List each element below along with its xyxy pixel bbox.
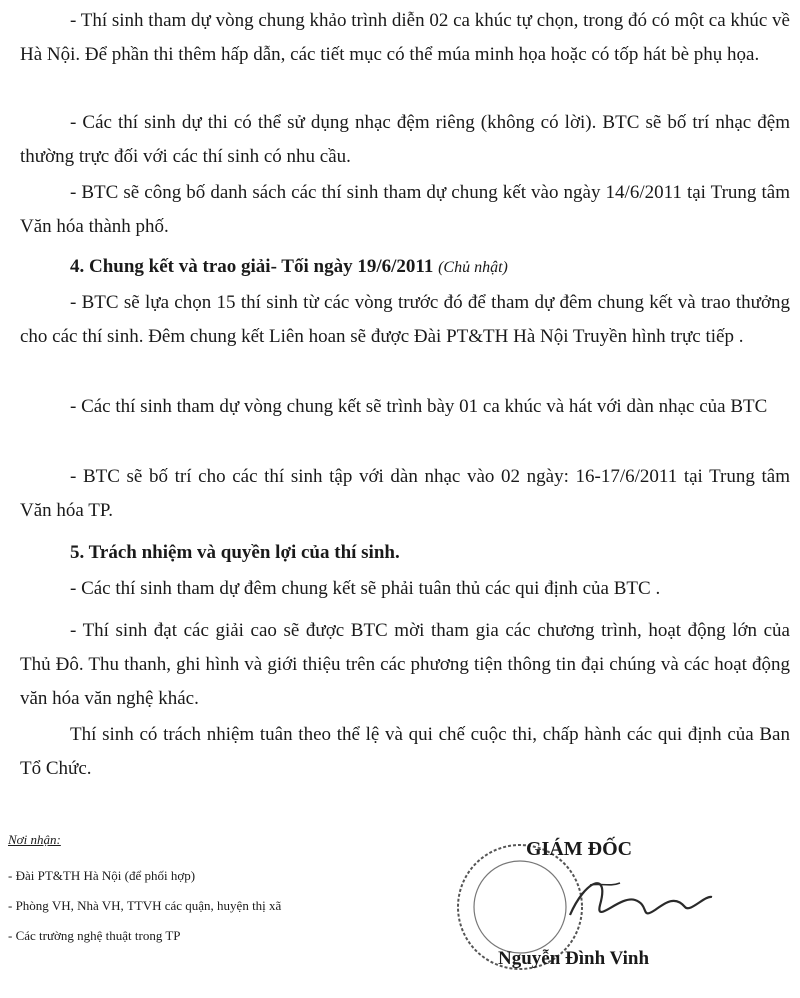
signer-name: Nguyễn Đình Vinh — [498, 948, 650, 969]
recipient-item: - Các trường nghệ thuật trong TP — [8, 928, 181, 943]
recipient-item: - Phòng VH, Nhà VH, TTVH các quận, huyện thị xã — [8, 898, 282, 913]
section-heading-5: 5. Trách nhiệm và quyền lợi của thí sinh. — [70, 542, 400, 563]
signer-title: GIÁM ĐỐC — [526, 838, 633, 860]
signature-stroke — [570, 883, 712, 915]
paragraph-finalist-list: - BTC sẽ công bố danh sách các thí sinh tham dự chung kết vào ngày 14/6/2011 tại Trung tâm Văn hóa thành phố. — [20, 182, 790, 237]
recipients-title: Nơi nhận: — [8, 832, 61, 847]
section-heading-4 — [20, 250, 790, 285]
paragraph-compliance: - Các thí sinh tham dự đêm chung kết sẽ phải tuân thủ các qui định của BTC . — [70, 578, 661, 599]
paragraph-prize-benefits: - Thí sinh đạt các giải cao sẽ được BTC mời tham gia các chương trình, hoạt động lớn của Thủ Đô. Thu thanh, ghi hình và giới thiệu trên các phương tiện thông tin đại chúng và các hoạt động văn hóa văn nghệ khác. — [20, 620, 790, 709]
paragraph-final-performance: - Các thí sinh tham dự vòng chung kết sẽ trình bày 01 ca khúc và hát với dàn nhạc của BTC — [70, 396, 768, 417]
section-heading-4-text: 4. Chung kết và trao giải- Tối ngày 19/6/2011 — [70, 256, 434, 277]
paragraph-finalists-selection: - BTC sẽ lựa chọn 15 thí sinh từ các vòng trước đó để tham dự đêm chung kết và trao thưởng cho các thí sinh. Đêm chung kết Liên hoan sẽ được Đài PT&TH Hà Nội Truyền hình trực tiếp . — [20, 292, 790, 347]
paragraph-final-round-performance: - Thí sinh tham dự vòng chung khảo trình diễn 02 ca khúc tự chọn, trong đó có một ca khúc về Hà Nội. Để phần thi thêm hấp dẫn, các tiết mục có thể múa minh họa hoặc có tốp hát bè phụ họa. — [20, 10, 790, 65]
paragraph-rehearsal: - BTC sẽ bố trí cho các thí sinh tập với dàn nhạc vào 02 ngày: 16-17/6/2011 tại Trung tâm Văn hóa TP. — [20, 466, 790, 521]
recipient-item: - Đài PT&TH Hà Nội (để phối hợp) — [8, 868, 196, 883]
section-heading-4-note: (Chủ nhật) — [438, 259, 508, 276]
seal-inner-ring — [474, 861, 566, 953]
paragraph-accompaniment: - Các thí sinh dự thi có thể sử dụng nhạc đệm riêng (không có lời). BTC sẽ bố trí nhạc đệm thường trực đối với các thí sinh có nhu cầu. — [20, 112, 790, 167]
paragraph-responsibility: Thí sinh có trách nhiệm tuân theo thể lệ và qui chế cuộc thi, chấp hành các qui định của Ban Tổ Chức. — [20, 724, 790, 779]
